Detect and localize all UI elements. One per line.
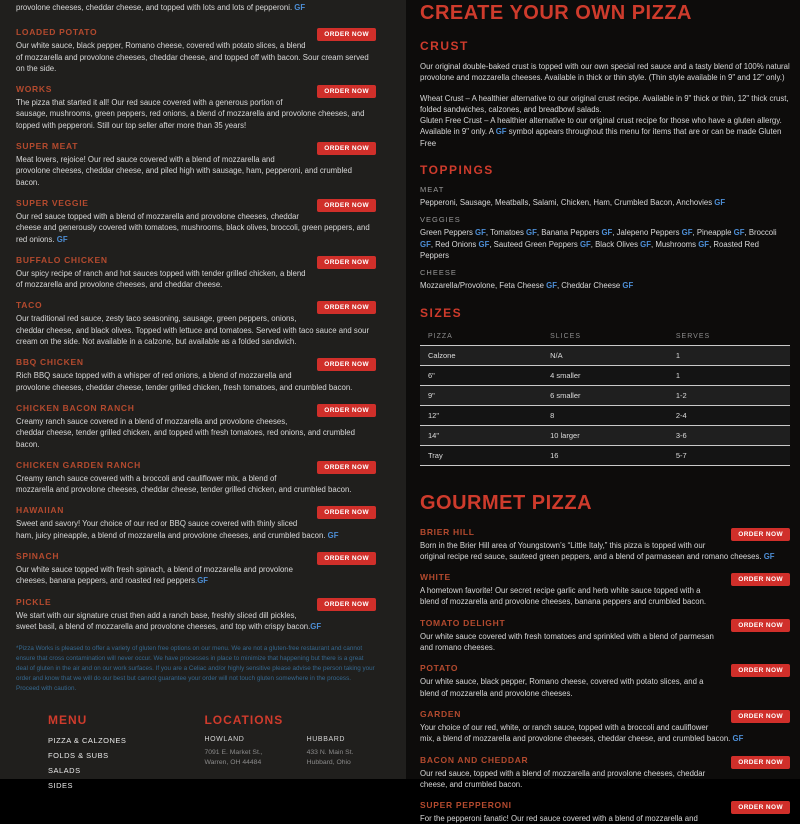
item-description: Creamy ranch sauce covered with a broccoli and cauliflower mix, a blend of mozzarella and provolone cheeses, cheddar cheese, tender grilled chicken, and crumbled bacon. [16, 473, 352, 495]
sizes-table [420, 328, 790, 466]
crust-paragraph-wheat: Wheat Crust – A healthier alternative to our original crust recipe. Available in 9" thick or thin, 12" thick crust, folded sandwiches, calzones, and breadbowl salads. [420, 93, 789, 114]
footer-menu-link[interactable]: FOLDS & SUBS [48, 750, 109, 760]
menu-item [420, 663, 790, 699]
gluten-free-badge: GF [601, 228, 613, 238]
item-title: WORKS [16, 84, 53, 95]
footer [0, 701, 406, 796]
gluten-free-badge: GF [733, 228, 745, 238]
order-now-button[interactable]: ORDER NOW [731, 801, 790, 814]
toppings-group-label: MEAT [420, 185, 445, 195]
gluten-free-badge: GF [698, 239, 710, 249]
item-description: Your choice of our red, white, or ranch sauce, topped with a broccoli and cauliflower mix, a blend of mozzarella and provolone cheeses, cheddar cheese, and crumbled bacon. GF [420, 722, 744, 744]
sizes-row [420, 385, 790, 405]
location-address-line: Warren, OH 44484 [204, 759, 262, 767]
crust-paragraph-gluten-free: Gluten Free Crust – A healthier alternative to our original crust recipe for those who have a gluten allergy. Available in 9" only. A GF symbol appears throughout this menu for items that are or can be made Gluten Free [420, 116, 782, 148]
item-title: PICKLE [16, 596, 52, 607]
order-now-button[interactable]: ORDER NOW [731, 573, 790, 586]
order-now-button[interactable]: ORDER NOW [731, 756, 790, 769]
sizes-row [420, 365, 790, 385]
menu-item [16, 505, 376, 541]
menu-item [16, 403, 376, 450]
item-title: SUPER PEPPERONI [420, 800, 512, 811]
sizes-cell: 1 [668, 345, 790, 365]
item-title: SUPER VEGGIE [16, 197, 89, 208]
menu-item [16, 198, 376, 245]
sizes-table-body [420, 345, 790, 465]
footer-menu-link[interactable]: SIDES [48, 780, 74, 790]
item-description: For the pepperoni fanatic! Our red sauce covered with a blend of mozzarella and [420, 814, 698, 824]
sizes-header-row [420, 328, 790, 346]
footer-locations-block [204, 713, 353, 796]
gluten-free-badge: GF [310, 621, 322, 631]
sizes-cell: N/A [542, 345, 668, 365]
item-description: Our white sauce covered with fresh tomatoes and sprinkled with a blend of parmesan and romano cheeses. [420, 631, 714, 653]
sizes-cell: 16 [542, 445, 668, 465]
item-title: BBQ CHICKEN [16, 357, 84, 368]
item-title: BACON AND CHEDDAR [420, 754, 529, 765]
sizes-section-title: SIZES [420, 305, 463, 320]
item-title: GARDEN [420, 708, 462, 719]
order-now-button[interactable]: ORDER NOW [317, 598, 376, 611]
item-title: CHICKEN GARDEN RANCH [16, 459, 141, 470]
item-description: We start with our signature crust then add a ranch base, freshly sliced dill pickles, sweet basil, a blend of mozzarella and provolone cheeses, and top with crispy bacon.GF [16, 610, 322, 631]
order-now-button[interactable]: ORDER NOW [317, 256, 376, 269]
menu-item [16, 255, 376, 291]
item-description: Our spicy recipe of ranch and hot sauces topped with tender grilled chicken, a blend of mozzarella and provolone cheeses, and cheddar cheese. [16, 268, 306, 290]
item-title: TOMATO DELIGHT [420, 617, 506, 628]
item-title: BRIER HILL [420, 526, 475, 537]
order-now-button[interactable]: ORDER NOW [731, 528, 790, 541]
sizes-cell: 5-7 [668, 445, 790, 465]
menu-item [16, 357, 376, 393]
sizes-cell: 1-2 [668, 385, 790, 405]
order-now-button[interactable]: ORDER NOW [317, 358, 376, 371]
gluten-free-badge: GF [763, 551, 775, 561]
location-address-line: 7091 E. Market St., [204, 748, 263, 756]
menu-item [420, 618, 790, 654]
item-description: Our white sauce topped with fresh spinach, a blend of mozzarella and provolone cheeses, banana peppers, and roasted red peppers.GF [16, 565, 293, 586]
crust-paragraph-original: Our original double-baked crust is topped with our own special red sauce and a tasty blend of 100% natural provolone and mozzarella cheeses. Available in thick or thin style. (Thin style available in 9" and 12" only.) [420, 62, 790, 83]
sizes-row [420, 445, 790, 465]
footer-menu-block [48, 713, 126, 796]
footer-locations-title: LOCATIONS [204, 712, 284, 727]
item-title: POTATO [420, 663, 459, 674]
sizes-row [420, 345, 790, 365]
gluten-free-badge: GF [478, 239, 490, 249]
item-description: The pizza that started it all! Our red sauce covered with a generous portion of sausage, mushrooms, green peppers, red onions, a blend of mozzarella and provolone cheeses, and topped with pepperoni. Still our top seller after more than 35 years! [16, 98, 365, 130]
item-title: SUPER MEAT [16, 141, 79, 152]
menu-item [16, 27, 376, 74]
order-now-button[interactable]: ORDER NOW [317, 142, 376, 155]
gluten-free-badge: GF [640, 239, 651, 249]
gluten-free-badge: GF [56, 234, 68, 244]
toppings-list: Mozzarella/Provolone, Feta Cheese GF, Cheddar Cheese GF [420, 281, 634, 291]
menu-item [16, 597, 376, 633]
toppings-list: Pepperoni, Sausage, Meatballs, Salami, Chicken, Ham, Crumbled Bacon, Anchovies GF [420, 198, 726, 208]
order-now-button[interactable]: ORDER NOW [317, 85, 376, 98]
toppings-section-title: TOPPINGS [420, 163, 494, 178]
specialty-menu-column [0, 0, 406, 790]
menu-item [420, 572, 790, 608]
item-title: SPINACH [16, 551, 60, 562]
item-description: Rich BBQ sauce topped with a whisper of red onions, a blend of mozzarella and provolone cheeses, cheddar cheese, tender grilled chicken, fresh tomatoes, and crumbled bacon. [16, 371, 353, 392]
toppings-group-label: CHEESE [420, 268, 457, 278]
order-now-button[interactable]: ORDER NOW [317, 301, 376, 314]
item-title: HAWAIIAN [16, 505, 65, 516]
footer-menu-link[interactable]: SALADS [48, 765, 81, 775]
item-description: Our white sauce, black pepper, Romano cheese, covered with potato slices, a blend of mozzarella and provolone cheeses, cheddar cheese, and topped off with bacon. Sour cream served on the side. [16, 41, 369, 73]
sizes-cell: 3-6 [668, 425, 790, 445]
item-description: Our red sauce topped with a blend of mozzarella and provolone cheeses, cheddar cheese and generously covered with tomatoes, mushrooms, black olives, broccoli, green peppers, and red onions. GF [16, 211, 370, 244]
sizes-column-header: SERVES [675, 332, 711, 340]
locations-list [204, 736, 353, 769]
sizes-column-header: PIZZA [428, 332, 453, 340]
location [204, 736, 262, 769]
item-description: Our white sauce, black pepper, Romano cheese, covered with potato slices, and a blend of mozzarella and provolone cheeses. [420, 677, 704, 698]
create-your-own-pizza-title: CREATE YOUR OWN PIZZA [420, 2, 692, 24]
location-name: HUBBARD [306, 735, 346, 743]
sizes-cell: 6" [420, 365, 542, 385]
gourmet-pizza-title: GOURMET PIZZA [420, 491, 593, 514]
location-address-line: Hubbard, Ohio [306, 759, 351, 767]
gluten-free-badge: GF [579, 239, 591, 249]
location-name: HOWLAND [204, 735, 245, 743]
order-now-button[interactable]: ORDER NOW [317, 506, 376, 519]
menu-item [16, 141, 376, 188]
sizes-cell: 8 [542, 405, 668, 425]
sizes-row [420, 425, 790, 445]
gluten-free-badge: GF [495, 127, 507, 137]
menu-item [420, 709, 790, 745]
gluten-free-badge: GF [197, 576, 209, 586]
location-address-line: 433 N. Main St. [306, 748, 354, 756]
item-description: Our traditional red sauce, zesty taco seasoning, sausage, green peppers, onions, cheddar cheese, and black olives. Topped with lettuce and tomatoes. Served with taco sauce and sour cream on the side. Not available in a calzone, but available as a folded sandwich. [16, 314, 370, 347]
item-description: Our red sauce, topped with a blend of mozzarella and provolone cheeses, cheddar cheese, and crumbled bacon. [420, 768, 706, 789]
gluten-free-disclaimer: *Pizza Works is pleased to offer a variety of gluten free options on our menu. We are not a gluten-free restaurant and cannot ensure that cross contamination will never occur. We have processes in place to minimize that happening but there is a great deal of gluten in the air and on our work surfaces. If you are a Celiac and/or highly sensitive please advise the person taking your order and know that we will do our best but cannot guarantee your order will not touch gluten somewhere in the process. Proceed with caution. [16, 645, 375, 693]
item-title: WHITE [420, 572, 451, 583]
menu-item [420, 800, 790, 824]
gourmet-items-list [420, 527, 790, 824]
menu-item [420, 527, 790, 563]
order-now-button[interactable]: ORDER NOW [731, 619, 790, 632]
sizes-cell: 6 smaller [542, 385, 668, 405]
gluten-free-badge: GF [732, 734, 744, 744]
item-description: A hometown favorite! Our secret recipe garlic and herb white sauce topped with a blend of mozzarella and provolone cheeses, banana peppers and crumbled bacon. [420, 586, 707, 607]
order-now-button[interactable]: ORDER NOW [317, 28, 376, 41]
toppings-groups [420, 185, 790, 291]
order-now-button[interactable]: ORDER NOW [317, 552, 376, 565]
sizes-cell: Tray [420, 445, 542, 465]
menu-item [16, 460, 376, 496]
sizes-cell: 9" [420, 385, 542, 405]
sizes-cell: 14" [420, 425, 542, 445]
item-description: Sweet and savory! Your choice of our red or BBQ sauce covered with thinly sliced ham, juicy pineapple, a blend of mozzarella and provolone cheeses, and crumbled bacon. GF [16, 519, 339, 540]
menu-item [420, 755, 790, 791]
footer-menu-title: MENU [48, 712, 88, 727]
gluten-free-badge: GF [294, 3, 306, 12]
item-title: BUFFALO CHICKEN [16, 254, 108, 265]
item-title: LOADED POTATO [16, 27, 98, 38]
gluten-free-badge: GF [420, 239, 431, 249]
order-now-button[interactable]: ORDER NOW [317, 461, 376, 474]
item-title: CHICKEN BACON RANCH [16, 402, 135, 413]
menu-item [16, 84, 376, 131]
gluten-free-badge: GF [546, 281, 557, 291]
gluten-free-badge: GF [622, 281, 634, 291]
sizes-row [420, 405, 790, 425]
sizes-column-header: SLICES [550, 332, 581, 340]
sizes-cell: 2-4 [668, 405, 790, 425]
sizes-cell: Calzone [420, 345, 542, 365]
location [307, 736, 354, 769]
item-description: Born in the Brier Hill area of Youngstown’s “Little Italy,” this pizza is topped with our original recipe red sauce, sauteed green peppers, and a blend of parmasean and romano cheeses. GF [420, 540, 775, 561]
specialty-menu-content [0, 0, 406, 695]
sizes-cell: 10 larger [542, 425, 668, 445]
order-now-button[interactable]: ORDER NOW [317, 404, 376, 417]
sizes-cell: 12" [420, 405, 542, 425]
menu-item [16, 551, 376, 587]
footer-menu-link[interactable]: PIZZA & CALZONES [48, 735, 127, 745]
create-your-own-column [406, 0, 800, 824]
menu-items-list [16, 27, 376, 632]
menu-item [16, 300, 376, 347]
toppings-list: Green Peppers GF, Tomatoes GF, Banana Peppers GF, Jalepeno Peppers GF, Pineapple GF, Broccoli GF, Red Onions GF, Sauteed Green Peppers GF, Black Olives GF, Mushrooms GF, Roasted Red Peppers [420, 228, 777, 260]
gluten-free-badge: GF [475, 228, 486, 238]
gluten-free-badge: GF [681, 228, 693, 238]
toppings-group-label: VEGGIES [420, 215, 461, 225]
item-description: Meat lovers, rejoice! Our red sauce covered with a blend of mozzarella and provolone cheeses, cheddar cheese, and piled high with sausage, ham, pepperoni, and crumbled bacon. [16, 155, 352, 187]
footer-menu-list [48, 736, 126, 790]
sizes-cell: 4 smaller [542, 365, 668, 385]
item-description: Creamy ranch sauce covered in a blend of mozzarella and provolone cheeses, cheddar cheese, tender grilled chicken, and topped with fresh tomatoes, red onions, and crumbled bacon. [16, 416, 355, 449]
gluten-free-badge: GF [714, 198, 726, 208]
sizes-cell: 1 [668, 365, 790, 385]
order-now-button[interactable]: ORDER NOW [317, 199, 376, 212]
gluten-free-badge: GF [526, 228, 537, 238]
item-description-partial: provolone cheeses, cheddar cheese, and topped with lots and lots of pepperoni. GF [16, 3, 306, 12]
order-now-button[interactable]: ORDER NOW [731, 664, 790, 677]
item-title: TACO [16, 300, 43, 311]
order-now-button[interactable]: ORDER NOW [731, 710, 790, 723]
gluten-free-badge: GF [327, 530, 339, 540]
crust-section-title: CRUST [420, 39, 469, 53]
